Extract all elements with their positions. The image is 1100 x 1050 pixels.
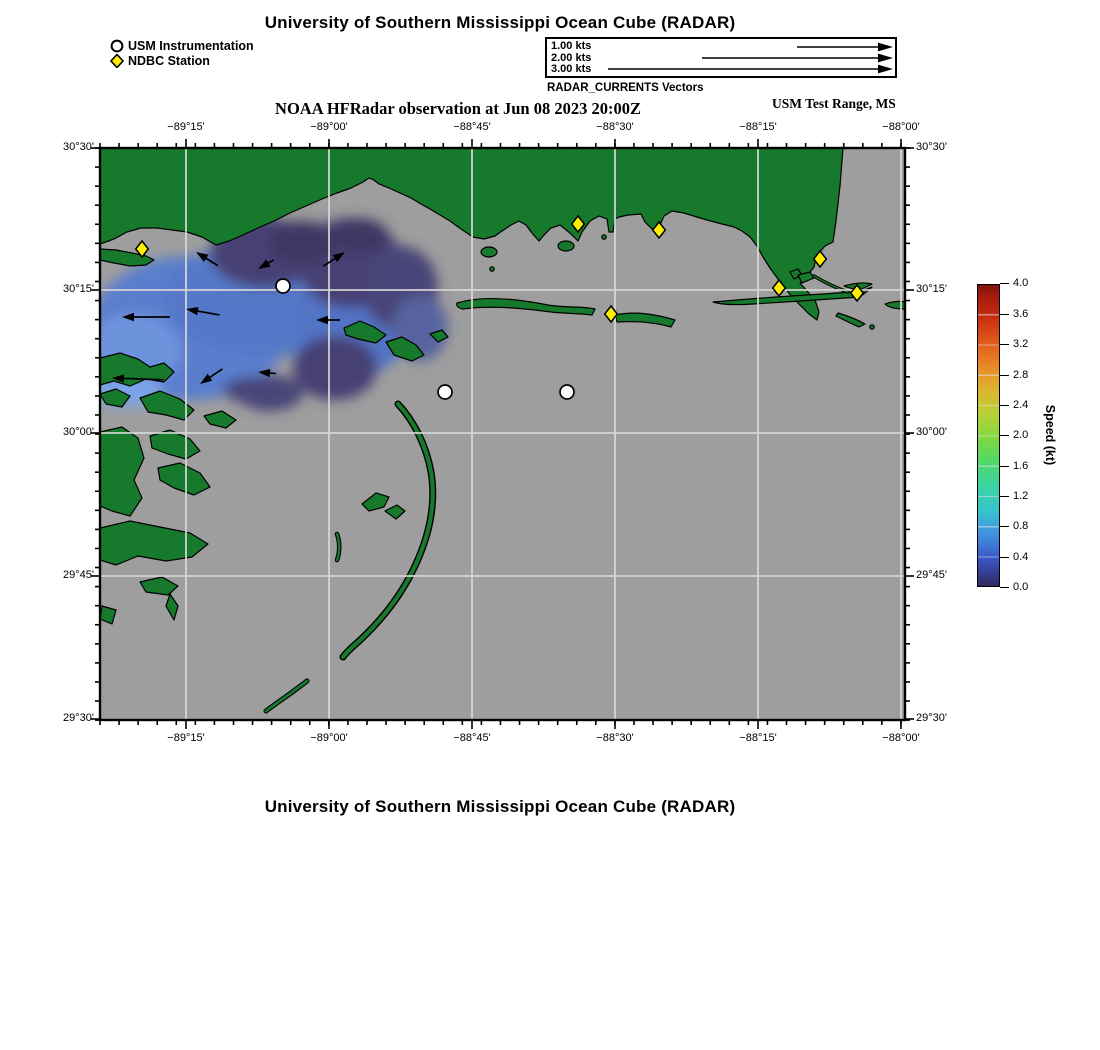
lon-tick-label: −88°30' xyxy=(596,732,634,744)
footer-title: University of Southern Mississippi Ocean Cube (RADAR) xyxy=(264,797,736,816)
colorbar-tick xyxy=(1000,526,1009,527)
lon-tick-label: −88°45' xyxy=(453,121,491,133)
lat-tick-label: 30°30' xyxy=(916,141,947,153)
usm-instrument-marker xyxy=(560,385,574,399)
coastal-map xyxy=(88,136,918,734)
colorbar-tick xyxy=(1000,283,1009,284)
usm-instrument-marker xyxy=(276,279,290,293)
lat-tick-label: 30°15' xyxy=(63,283,94,295)
legend-label: NDBC Station xyxy=(128,53,210,68)
colorbar-label: 4.0 xyxy=(1013,277,1029,289)
lon-tick-label: −89°15' xyxy=(167,121,205,133)
ndbc-station-icon xyxy=(110,54,124,68)
lat-tick-label: 29°45' xyxy=(63,569,94,581)
colorbar-tick xyxy=(1000,375,1009,376)
vector-scale-label: 2.00 kts xyxy=(551,51,592,64)
usm-instrumentation-icon xyxy=(110,39,124,53)
observation-subtitle: NOAA HFRadar observation at Jun 08 2023 20:00Z xyxy=(275,99,641,118)
lon-tick-label: −88°45' xyxy=(453,732,491,744)
colorbar-tick xyxy=(1000,496,1009,497)
colorbar-label: 3.2 xyxy=(1013,338,1029,350)
colorbar-tick xyxy=(1000,557,1009,558)
map-panel xyxy=(88,136,918,734)
vector-scale-label: 3.00 kts xyxy=(551,63,592,75)
lon-tick-label: −88°15' xyxy=(739,121,777,133)
colorbar-label: 1.2 xyxy=(1013,490,1029,502)
page-title: University of Southern Mississippi Ocean Cube (RADAR) xyxy=(264,13,736,32)
speed-colorbar xyxy=(977,284,1000,587)
colorbar-title: Speed (kt) xyxy=(1043,404,1057,466)
lat-tick-label: 30°30' xyxy=(63,141,94,153)
colorbar-tick xyxy=(1000,344,1009,345)
lat-tick-label: 29°45' xyxy=(916,569,947,581)
lon-tick-label: −88°30' xyxy=(596,121,634,133)
usm-instrument-marker xyxy=(438,385,452,399)
lat-tick-label: 30°15' xyxy=(916,283,947,295)
vector-scale-label: 1.00 kts xyxy=(551,40,592,52)
lat-tick-label: 30°00' xyxy=(63,426,94,438)
lat-tick-label: 29°30' xyxy=(916,712,947,724)
colorbar-label: 0.8 xyxy=(1013,520,1029,532)
colorbar-label: 2.0 xyxy=(1013,429,1029,441)
lon-tick-label: −89°00' xyxy=(310,732,348,744)
lon-tick-label: −89°15' xyxy=(167,732,205,744)
colorbar-label: 3.6 xyxy=(1013,308,1029,320)
vector-scale-caption: RADAR_CURRENTS Vectors xyxy=(547,82,704,94)
colorbar-tick xyxy=(1000,587,1009,588)
colorbar-label: 0.0 xyxy=(1013,581,1029,593)
colorbar-label: 2.4 xyxy=(1013,399,1029,411)
colorbar-label: 1.6 xyxy=(1013,460,1029,472)
vector-scale-box xyxy=(545,37,897,78)
lon-tick-label: −89°00' xyxy=(310,121,348,133)
colorbar-label: 2.8 xyxy=(1013,369,1029,381)
colorbar-tick xyxy=(1000,405,1009,406)
vector-scale-arrows xyxy=(547,39,895,76)
colorbar-label: 0.4 xyxy=(1013,551,1029,563)
lat-tick-label: 30°00' xyxy=(916,426,947,438)
legend-usm-instrumentation xyxy=(110,38,254,53)
legend-ndbc-station xyxy=(110,53,210,68)
colorbar-tick xyxy=(1000,466,1009,467)
legend-label: USM Instrumentation xyxy=(128,38,254,53)
lon-tick-label: −88°00' xyxy=(882,121,920,133)
lon-tick-label: −88°15' xyxy=(739,732,777,744)
lon-tick-label: −88°00' xyxy=(882,732,920,744)
lat-tick-label: 29°30' xyxy=(63,712,94,724)
colorbar-tick xyxy=(1000,435,1009,436)
colorbar-tick xyxy=(1000,314,1009,315)
test-range-label: USM Test Range, MS xyxy=(772,96,896,111)
